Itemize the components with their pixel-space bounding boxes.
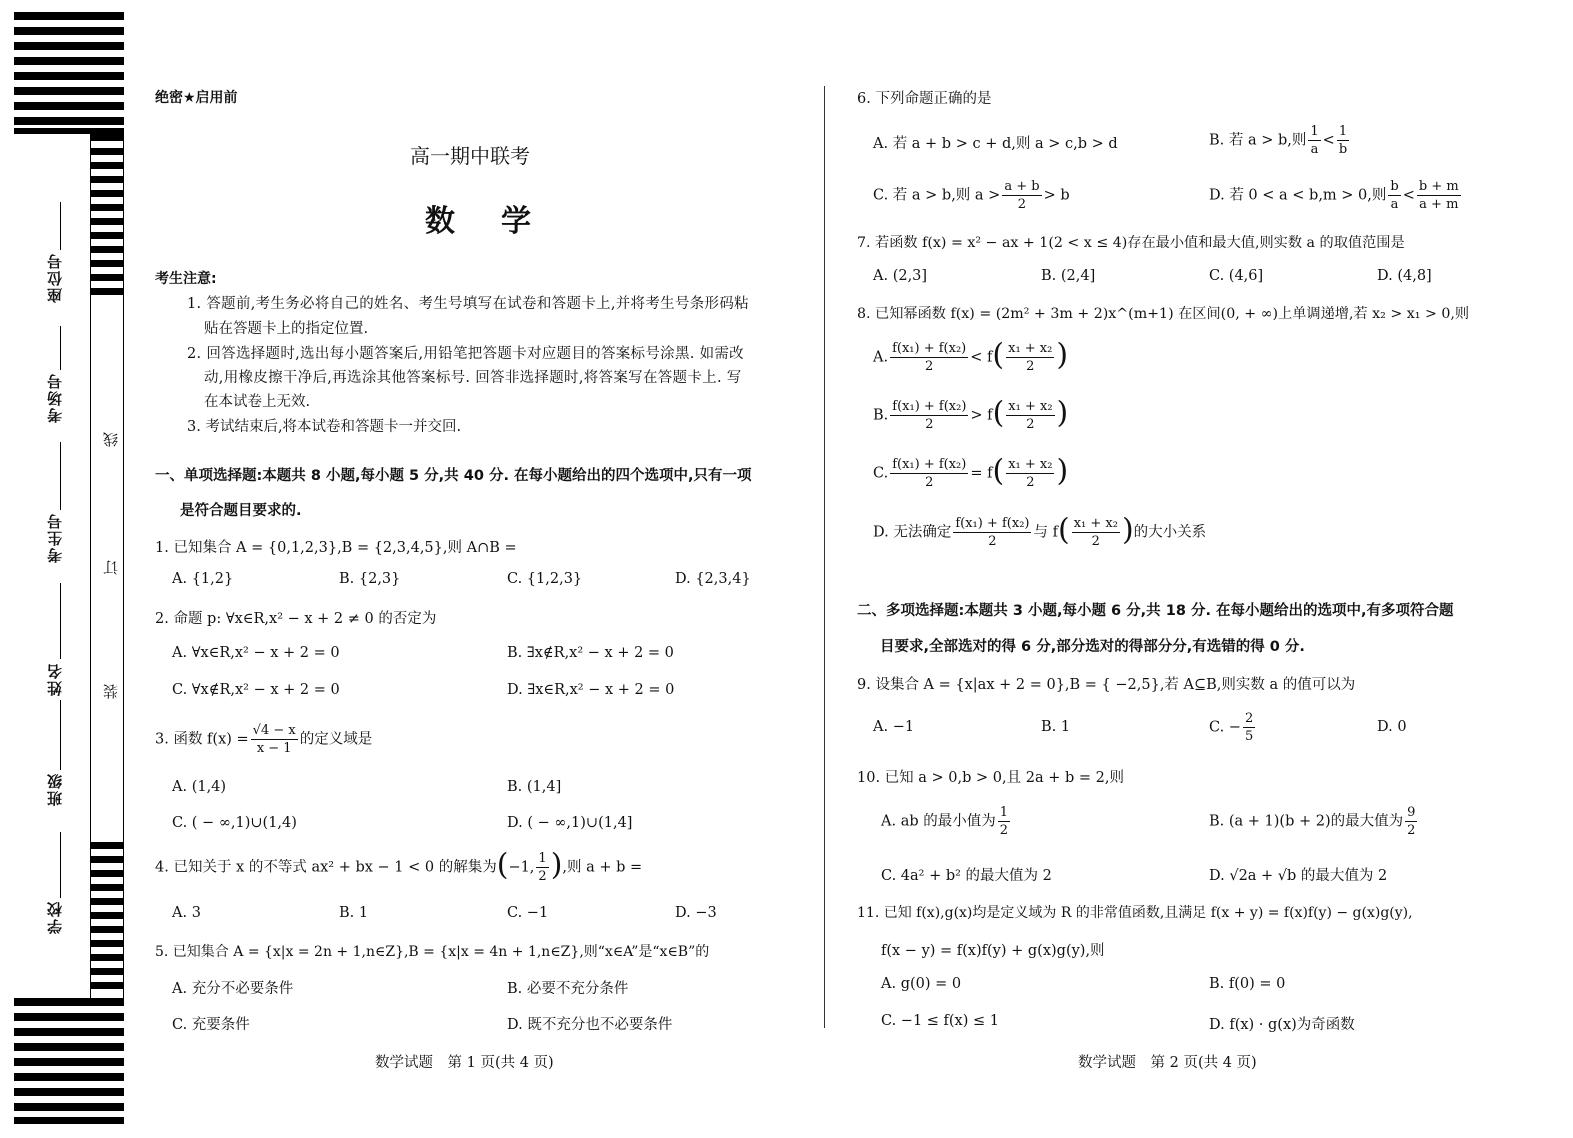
q3-option-c: C. ( − ∞,1)∪(1,4)	[172, 815, 297, 831]
binding-mark-bind: 装	[102, 682, 120, 699]
q5-option-b: B. 必要不充分条件	[507, 981, 629, 997]
notice-title: 考生注意:	[155, 271, 217, 287]
footer-right: 数学试题 第 2 页(共 4 页)	[1078, 1055, 1257, 1071]
field-examinee-no-label: 考生号	[46, 512, 64, 563]
binding-mark-staple: 订	[102, 558, 120, 575]
q8-option-c: C. $\frac{\text{f(x₁) + f(x₂)}}{2}$ = f( $\frac{\text{x₁ + x₂}}{2}$ )	[873, 453, 1069, 490]
q3-stem: 3. 函数 f(x) = $\frac{√4 - x}{x - 1}$ 的定义域是	[155, 723, 373, 756]
q10-stem: 10. 已知 a > 0,b > 0,且 2a + b = 2,则	[857, 770, 1124, 786]
q8-option-d: D. 无法确定 $\frac{\text{f(x₁) + f(x₂)}}{2}$ 与 f( $\frac{\text{x₁ + x₂}}{2}$ )的大小关系	[873, 512, 1207, 549]
field-school-label: 学校	[46, 900, 64, 934]
notice-item-1: 1. 答题前,考生务必将自己的姓名、考生号填写在试卷和答题卡上,并将考生号条形码粘	[187, 296, 749, 312]
notice-item-3: 3. 考试结束后,将本试卷和答题卡一并交回.	[187, 419, 462, 435]
q2-option-b: B. ∃x∉R,x² − x + 2 = 0	[507, 645, 674, 661]
q1-option-a: A. {1,2}	[172, 571, 234, 587]
q6-option-b: B. 若 a > b,则 $\frac{1}{a}$ < $\frac{1}{b}$	[1209, 124, 1348, 157]
q9-option-a: A. −1	[873, 719, 915, 735]
q4-option-d: D. −3	[675, 905, 717, 921]
q8-stem: 8. 已知幂函数 f(x) = (2m² + 3m + 2)x^(m+1) 在区间(0, + ∞)上单调递增,若 x₂ > x₁ > 0,则	[857, 306, 1470, 322]
q8-option-a: A. $\frac{\text{f(x₁) + f(x₂)}}{2}$ < f( $\frac{\text{x₁ + x₂}}{2}$ )	[873, 337, 1069, 374]
section-2-heading-cont: 目要求,全部选对的得 6 分,部分选对的得部分分,有选错的得 0 分.	[880, 639, 1305, 655]
notice-item-2-end: 在本试卷上无效.	[204, 394, 311, 410]
q7-option-a: A. (2,3]	[873, 268, 928, 284]
q4-option-b: B. 1	[339, 905, 369, 921]
q6-stem: 6. 下列命题正确的是	[857, 91, 992, 107]
q1-option-b: B. {2,3}	[339, 571, 401, 587]
q3-option-b: B. (1,4]	[507, 779, 562, 795]
q7-option-d: D. (4,8]	[1377, 268, 1432, 284]
q11-stem-cont: f(x − y) = f(x)f(y) + g(x)g(y),则	[881, 943, 1105, 959]
section-1-heading: 一、单项选择题:本题共 8 小题,每小题 5 分,共 40 分. 在每小题给出的四个选项中,只有一项	[155, 468, 752, 484]
q2-option-d: D. ∃x∈R,x² − x + 2 = 0	[507, 682, 675, 698]
q7-option-c: C. (4,6]	[1209, 268, 1264, 284]
q6-option-d: D. 若 0 < a < b,m > 0,则 $\frac{b}{a}$ < $\frac{b + m}{a + m}$	[1209, 179, 1459, 212]
q6-option-c: C. 若 a > b,则 a > $\frac{a + b}{2}$ > b	[873, 179, 1070, 212]
q8-option-b: B. $\frac{\text{f(x₁) + f(x₂)}}{2}$ > f( $\frac{\text{x₁ + x₂}}{2}$ )	[873, 395, 1069, 432]
q10-option-a: A. ab 的最小值为 $\frac{1}{2}$	[881, 805, 1009, 838]
field-name-label: 姓名	[46, 662, 64, 696]
q11-option-b: B. f(0) = 0	[1209, 976, 1286, 992]
q11-stem: 11. 已知 f(x),g(x)均是定义域为 R 的非常值函数,且满足 f(x + y) = f(x)f(y) − g(x)g(y),	[857, 905, 1413, 921]
section-1-heading-cont: 是符合题目要求的.	[180, 503, 302, 519]
q10-option-b: B. (a + 1)(b + 2)的最大值为 $\frac{9}{2}$	[1209, 805, 1416, 838]
q6-option-a: A. 若 a + b > c + d,则 a > c,b > d	[873, 136, 1118, 152]
notice-item-1-cont: 贴在答题卡上的指定位置.	[204, 321, 369, 337]
q2-stem: 2. 命题 p: ∀x∈R,x² − x + 2 ≠ 0 的否定为	[155, 611, 437, 627]
subject-title: 数 学	[425, 204, 539, 239]
q10-option-d: D. √2a + √b 的最大值为 2	[1209, 868, 1388, 884]
page-divider	[824, 86, 825, 1028]
q9-stem: 9. 设集合 A = {x|ax + 2 = 0},B = { −2,5},若 A⊆B,则实数 a 的值可以为	[857, 677, 1356, 693]
q9-option-b: B. 1	[1041, 719, 1071, 735]
q3-option-d: D. ( − ∞,1)∪(1,4]	[507, 815, 633, 831]
notice-item-2-cont: 动,用橡皮擦干净后,再选涂其他答案标号. 回答非选择题时,将答案写在答题卡上. 写	[204, 370, 742, 386]
q4-option-a: A. 3	[172, 905, 201, 921]
q5-option-d: D. 既不充分也不必要条件	[507, 1017, 673, 1033]
q9-option-c: C. − $\frac{2}{5}$	[1209, 711, 1254, 744]
field-class-label: 班级	[46, 772, 64, 806]
confidential-mark: 绝密★启用前	[155, 90, 238, 106]
q1-stem: 1. 已知集合 A = {0,1,2,3},B = {2,3,4,5},则 A∩B =	[155, 540, 517, 556]
q1-option-c: C. {1,2,3}	[507, 571, 583, 587]
q11-option-c: C. −1 ≤ f(x) ≤ 1	[881, 1013, 999, 1029]
q2-option-a: A. ∀x∈R,x² − x + 2 = 0	[172, 645, 340, 661]
binding-mark-line: 线	[102, 430, 120, 447]
field-seat-label: 座位号	[46, 252, 64, 303]
q11-option-d: D. f(x) · g(x)为奇函数	[1209, 1017, 1355, 1033]
q4-stem: 4. 已知关于 x 的不等式 ax² + bx − 1 < 0 的解集为(−1, $\frac{1}{2}$ ),则 a + b =	[155, 847, 643, 884]
q5-option-c: C. 充要条件	[172, 1017, 250, 1033]
q2-option-c: C. ∀x∉R,x² − x + 2 = 0	[172, 682, 340, 698]
q5-stem: 5. 已知集合 A = {x|x = 2n + 1,n∈Z},B = {x|x = 4n + 1,n∈Z},则“x∈A”是“x∈B”的	[155, 944, 710, 960]
q9-option-d: D. 0	[1377, 719, 1407, 735]
section-2-heading: 二、多项选择题:本题共 3 小题,每小题 6 分,共 18 分. 在每小题给出的选项中,有多项符合题	[857, 603, 1454, 619]
field-room-label: 考场号	[46, 372, 64, 423]
q1-option-d: D. {2,3,4}	[675, 571, 751, 587]
footer-left: 数学试题 第 1 页(共 4 页)	[375, 1055, 554, 1071]
q7-option-b: B. (2,4]	[1041, 268, 1096, 284]
q7-stem: 7. 若函数 f(x) = x² − ax + 1(2 < x ≤ 4)存在最小值和最大值,则实数 a 的取值范围是	[857, 235, 1405, 251]
notice-item-2: 2. 回答选择题时,选出每小题答案后,用铅笔把答题卡对应题目的答案标号涂黑. 如需改	[187, 346, 744, 362]
exam-title: 高一期中联考	[410, 144, 530, 168]
q10-option-c: C. 4a² + b² 的最大值为 2	[881, 868, 1052, 884]
q4-option-c: C. −1	[507, 905, 549, 921]
q11-option-a: A. g(0) = 0	[881, 976, 962, 992]
q5-option-a: A. 充分不必要条件	[172, 981, 294, 997]
q3-option-a: A. (1,4)	[172, 779, 227, 795]
